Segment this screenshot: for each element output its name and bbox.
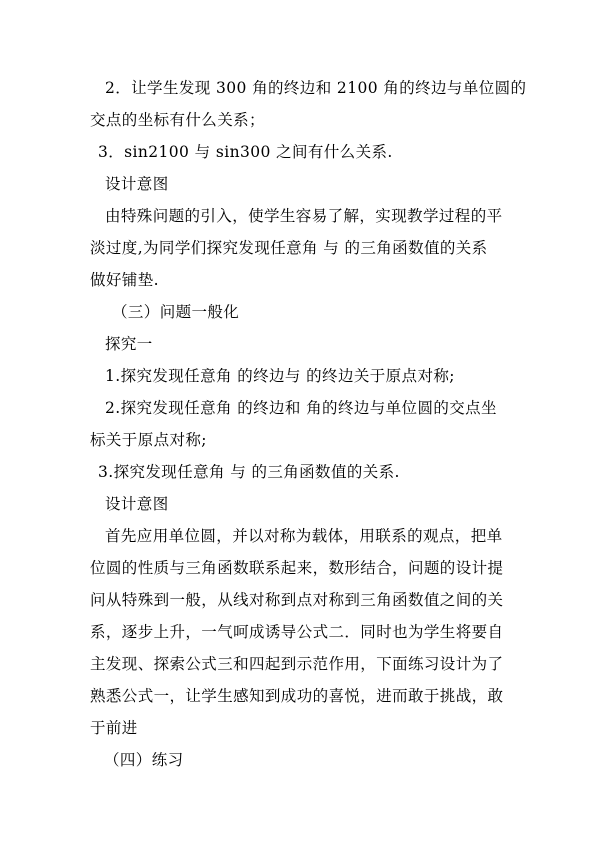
list-item: 3.探究发现任意角 与 的三角函数值的关系. [98,463,400,481]
paragraph-line: 首先应用单位圆，并以对称为载体，用联系的观点，把单 [105,527,503,545]
paragraph-line: 交点的坐标有什么关系； [90,111,265,129]
paragraph-line: 于前进 [90,719,138,737]
list-item: 2.探究发现任意角 的终边和 角的终边与单位圆的交点坐 [105,399,497,417]
paragraph-line: 标关于原点对称; [90,431,207,449]
paragraph-line: 系，逐步上升，一气呵成诱导公式二．同时也为学生将要自 [90,623,504,641]
paragraph-line: 位圆的性质与三角函数联系起来，数形结合，问题的设计提 [90,559,504,577]
paragraph-line: 2．让学生发现 300 角的终边和 2100 角的终边与单位圆的 [105,79,527,97]
section-heading: （三）问题一般化 [112,303,240,321]
section-heading: 设计意图 [105,495,169,513]
paragraph-line: 3．sin2100 与 sin300 之间有什么关系. [98,143,393,161]
paragraph-line: 做好铺垫. [90,271,159,289]
paragraph-line: 问从特殊到一般，从线对称到点对称到三角函数值之间的关 [90,591,504,609]
section-heading: 探究一 [105,335,153,353]
section-heading: （四）练习 [104,751,184,769]
paragraph-line: 主发现、探索公式三和四起到示范作用，下面练习设计为了 [90,655,504,673]
section-heading: 设计意图 [105,175,169,193]
paragraph-line: 淡过度,为同学们探究发现任意角 与 的三角函数值的关系 [90,239,488,257]
list-item: 1.探究发现任意角 的终边与 的终边关于原点对称; [105,367,455,385]
paragraph-line: 由特殊问题的引入，使学生容易了解，实现教学过程的平 [105,207,503,225]
paragraph-line: 熟悉公式一，让学生感知到成功的喜悦，进而敢于挑战，敢 [90,687,504,705]
